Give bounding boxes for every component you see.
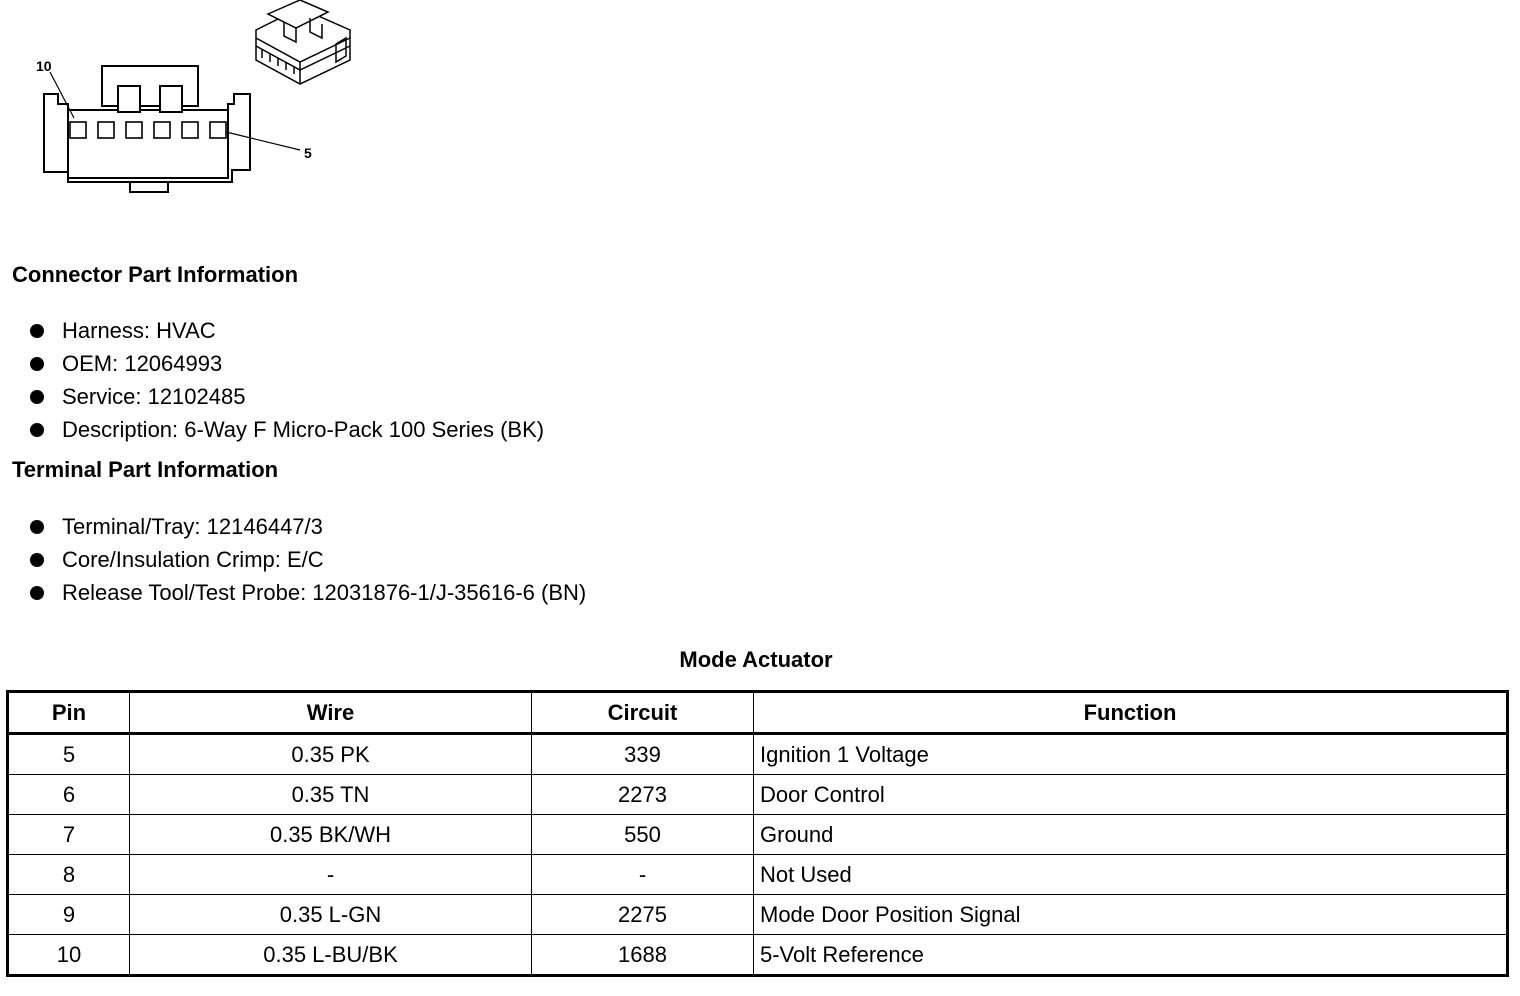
pin-5-label: 5: [304, 145, 312, 161]
list-item: Release Tool/Test Probe: 12031876-1/J-35616-6 (BN): [28, 576, 586, 609]
column-header-wire: Wire: [130, 692, 532, 734]
wire-cell: 0.35 PK: [130, 734, 532, 775]
bullet-icon: [30, 390, 44, 404]
bullet-icon: [30, 586, 44, 600]
bullet-icon: [30, 324, 44, 338]
circuit-cell: 2273: [532, 775, 754, 815]
column-header-pin: Pin: [8, 692, 130, 734]
pin-table: [6, 690, 1509, 977]
table-row: [8, 855, 1508, 895]
pin-cell: 6: [8, 775, 130, 815]
table-row: [8, 895, 1508, 935]
bullet-icon: [30, 520, 44, 534]
function-cell: Not Used: [754, 855, 1508, 895]
function-cell: Ignition 1 Voltage: [754, 734, 1508, 775]
column-header-function: Function: [754, 692, 1508, 734]
connector-info-list: [28, 314, 544, 446]
table-row: [8, 935, 1508, 976]
connector-front-view: [44, 66, 300, 192]
terminal-cavities: [70, 122, 226, 138]
pin-cell: 9: [8, 895, 130, 935]
bullet-icon: [30, 553, 44, 567]
circuit-cell: 2275: [532, 895, 754, 935]
table-title: Mode Actuator: [679, 647, 833, 672]
wire-cell: 0.35 BK/WH: [130, 815, 532, 855]
connector-iso-view: [256, 0, 350, 84]
list-item: OEM: 12064993: [28, 347, 544, 380]
circuit-cell: 1688: [532, 935, 754, 976]
terminal-info-title: Terminal Part Information: [12, 457, 279, 482]
bullet-icon: [30, 357, 44, 371]
pin-cell: 10: [8, 935, 130, 976]
circuit-cell: 550: [532, 815, 754, 855]
list-item: Description: 6-Way F Micro-Pack 100 Series (BK): [28, 413, 544, 446]
circuit-cell: -: [532, 855, 754, 895]
function-cell: Mode Door Position Signal: [754, 895, 1508, 935]
list-item: Core/Insulation Crimp: E/C: [28, 543, 586, 576]
connector-info-title: Connector Part Information: [12, 262, 299, 287]
circuit-cell: 339: [532, 734, 754, 775]
pin-cell: 7: [8, 815, 130, 855]
list-item: Harness: HVAC: [28, 314, 544, 347]
wire-cell: 0.35 TN: [130, 775, 532, 815]
pin-cell: 5: [8, 734, 130, 775]
table-row: [8, 815, 1508, 855]
terminal-info-list: [28, 510, 586, 609]
pin-10-label: 10: [36, 58, 52, 74]
wire-cell: 0.35 L-GN: [130, 895, 532, 935]
function-cell: Ground: [754, 815, 1508, 855]
pin-cell: 8: [8, 855, 130, 895]
function-cell: Door Control: [754, 775, 1508, 815]
list-item: Terminal/Tray: 12146447/3: [28, 510, 586, 543]
table-header-row: [8, 692, 1508, 734]
table-row: [8, 734, 1508, 775]
bullet-icon: [30, 423, 44, 437]
table-row: [8, 775, 1508, 815]
wire-cell: 0.35 L-BU/BK: [130, 935, 532, 976]
wire-cell: -: [130, 855, 532, 895]
list-item: Service: 12102485: [28, 380, 544, 413]
column-header-circuit: Circuit: [532, 692, 754, 734]
connector-diagram: [0, 0, 380, 210]
function-cell: 5-Volt Reference: [754, 935, 1508, 976]
